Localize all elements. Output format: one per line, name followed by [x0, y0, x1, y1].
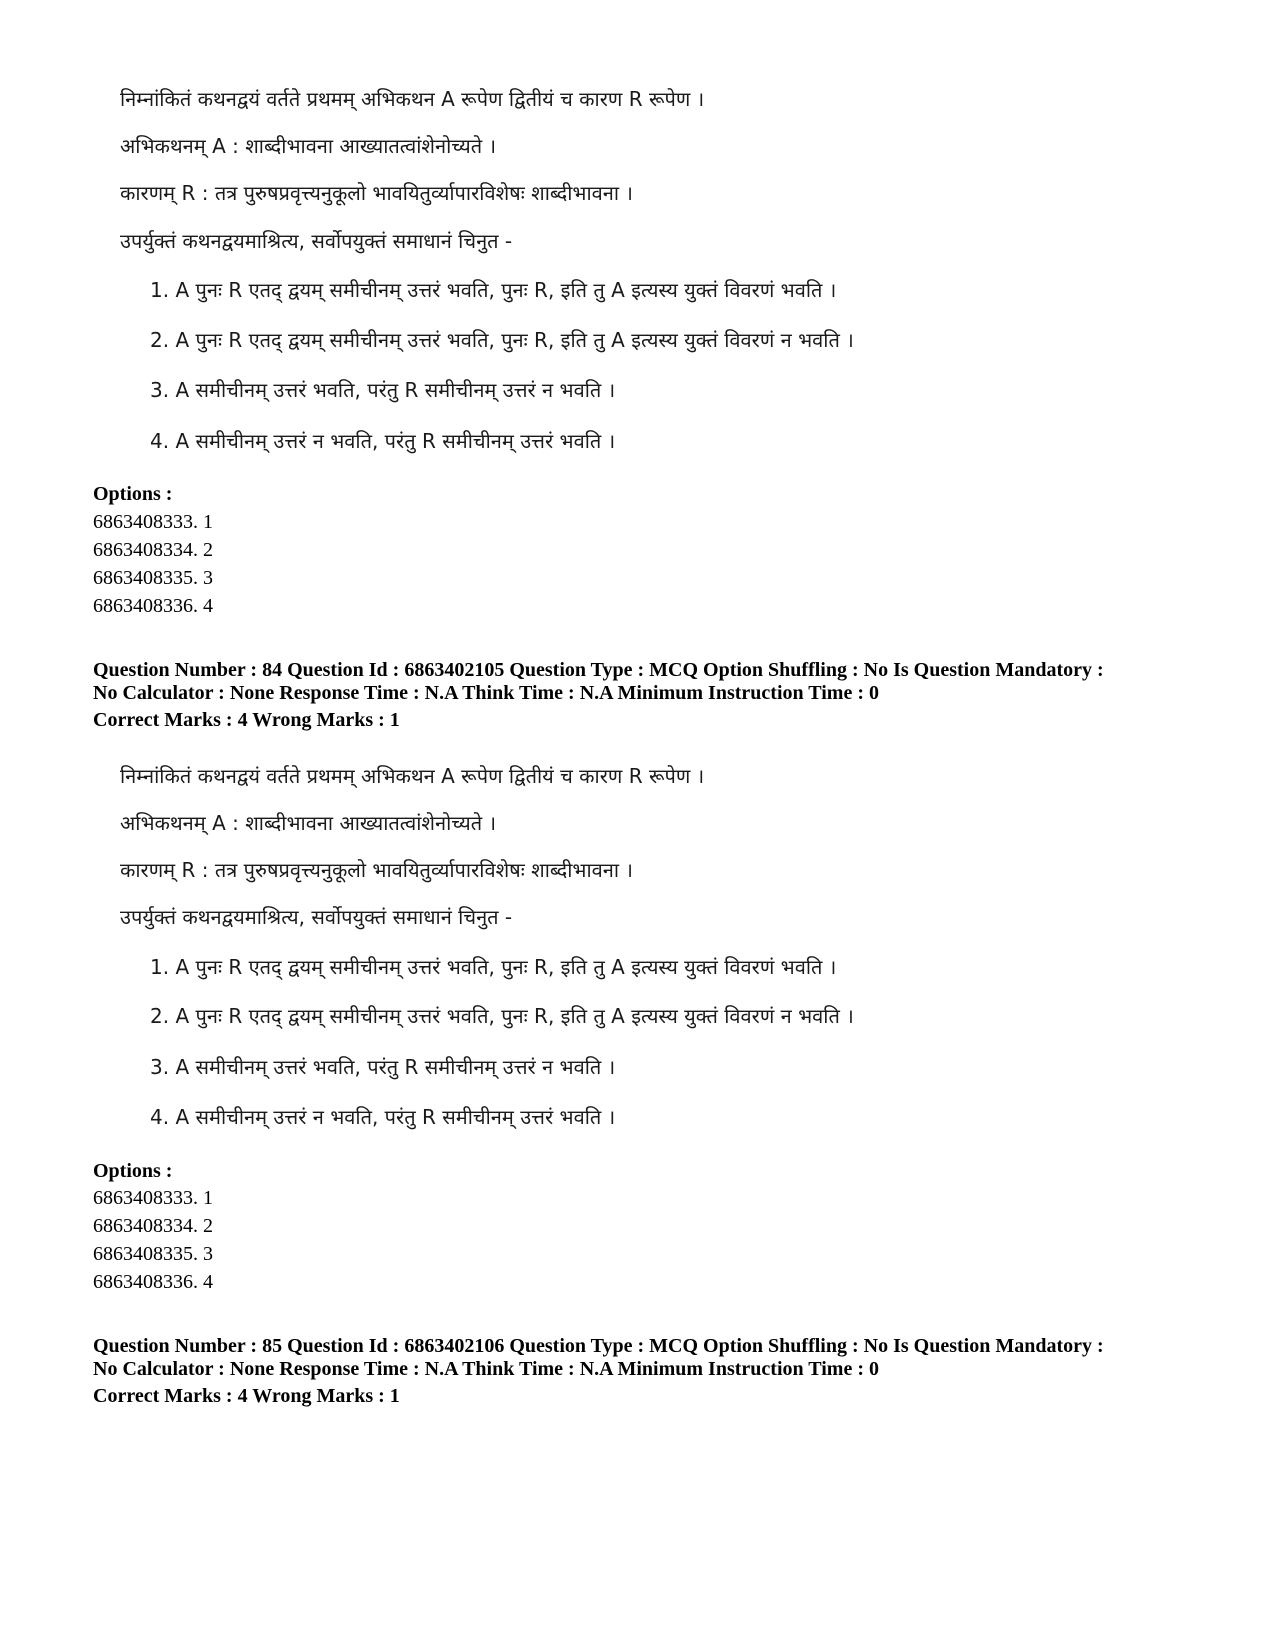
choice-item: 2. A पुनः R एतद् द्वयम् समीचीनम् उत्तरं भवति, पुनः R, इति तु A इत्यस्य युक्तं विवरणं न भवति ।: [150, 1004, 854, 1028]
choice-item: 2. A पुनः R एतद् द्वयम् समीचीनम् उत्तरं भवति, पुनः R, इति तु A इत्यस्य युक्तं विवरणं न भवति ।: [150, 328, 854, 352]
instruction-line: उपर्युक्तं कथनद्वयमाश्रित्य, सर्वोपयुक्तं समाधानं चिनुत -: [120, 229, 513, 253]
choice-item: 3. A समीचीनम् उत्तरं भवति, परंतु R समीचीनम् उत्तरं न भवति ।: [150, 1055, 616, 1079]
question-header: Question Number : 85 Question Id : 6863402106 Question Type : MCQ Option Shuffling : No Is Question Mandatory :: [93, 1335, 1104, 1357]
option-id: 6863408333. 1: [93, 511, 213, 533]
question-line: निम्नांकितं कथनद्वयं वर्तते प्रथमम् अभिकथन A रूपेण द्वितीयं च कारण R रूपेण ।: [120, 764, 705, 788]
instruction-line: उपर्युक्तं कथनद्वयमाश्रित्य, सर्वोपयुक्तं समाधानं चिनुत -: [120, 905, 513, 929]
question-header: No Calculator : None Response Time : N.A Think Time : N.A Minimum Instruction Time : 0: [93, 682, 879, 704]
choice-item: 4. A समीचीनम् उत्तरं न भवति, परंतु R समीचीनम् उत्तरं भवति ।: [150, 1105, 616, 1129]
reason-line: कारणम् R : तत्र पुरुषप्रवृत्त्यनुकूलो भावयितुर्व्यापारविशेषः शाब्दीभावना ।: [120, 181, 633, 205]
option-id: 6863408333. 1: [93, 1187, 213, 1209]
choice-item: 3. A समीचीनम् उत्तरं भवति, परंतु R समीचीनम् उत्तरं न भवति ।: [150, 378, 616, 402]
options-heading: Options :: [93, 483, 173, 505]
assertion-line: अभिकथनम् A : शाब्दीभावना आख्यातत्वांशेनोच्यते ।: [120, 134, 497, 158]
question-line: निम्नांकितं कथनद्वयं वर्तते प्रथमम् अभिकथन A रूपेण द्वितीयं च कारण R रूपेण ।: [120, 87, 705, 111]
option-id: 6863408336. 4: [93, 1271, 213, 1293]
options-heading: Options :: [93, 1160, 173, 1182]
choice-item: 4. A समीचीनम् उत्तरं न भवति, परंतु R समीचीनम् उत्तरं भवति ।: [150, 429, 616, 453]
marks-line: Correct Marks : 4 Wrong Marks : 1: [93, 709, 400, 731]
reason-line: कारणम् R : तत्र पुरुषप्रवृत्त्यनुकूलो भावयितुर्व्यापारविशेषः शाब्दीभावना ।: [120, 858, 633, 882]
option-id: 6863408334. 2: [93, 1215, 213, 1237]
option-id: 6863408335. 3: [93, 567, 213, 589]
option-id: 6863408336. 4: [93, 595, 213, 617]
choice-item: 1. A पुनः R एतद् द्वयम् समीचीनम् उत्तरं भवति, पुनः R, इति तु A इत्यस्य युक्तं विवरणं भवति ।: [150, 278, 837, 302]
assertion-line: अभिकथनम् A : शाब्दीभावना आख्यातत्वांशेनोच्यते ।: [120, 811, 497, 835]
question-header: No Calculator : None Response Time : N.A Think Time : N.A Minimum Instruction Time : 0: [93, 1358, 879, 1380]
choice-item: 1. A पुनः R एतद् द्वयम् समीचीनम् उत्तरं भवति, पुनः R, इति तु A इत्यस्य युक्तं विवरणं भवति ।: [150, 955, 837, 979]
option-id: 6863408334. 2: [93, 539, 213, 561]
option-id: 6863408335. 3: [93, 1243, 213, 1265]
marks-line: Correct Marks : 4 Wrong Marks : 1: [93, 1385, 400, 1407]
question-header: Question Number : 84 Question Id : 6863402105 Question Type : MCQ Option Shuffling : No Is Question Mandatory :: [93, 659, 1104, 681]
